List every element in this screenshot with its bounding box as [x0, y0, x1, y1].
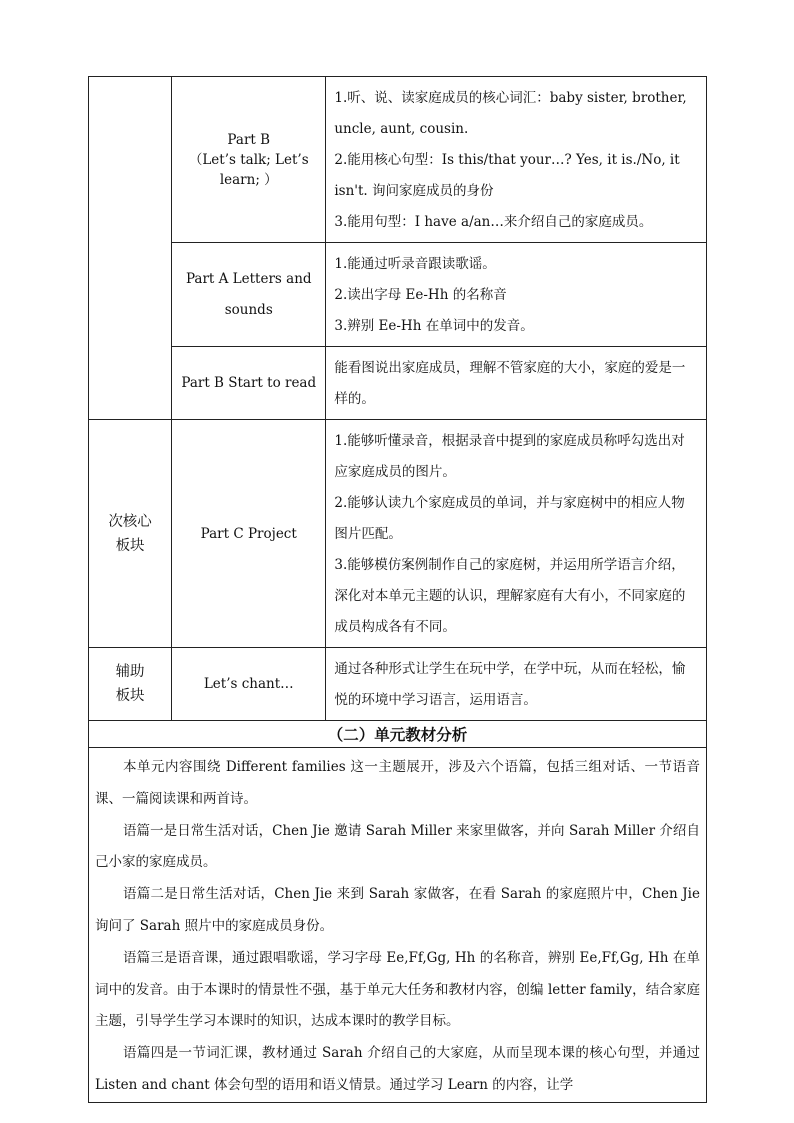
module-label: 次核心	[108, 513, 152, 530]
part-label: Part A Letters and	[185, 270, 312, 287]
objective-text: 3.能够模仿案例制作自己的家庭树，并运用所学语言介绍，深化对本单元主题的认识，理解家庭有大有小，不同家庭的成员构成各有不同。	[334, 557, 686, 635]
table-row	[89, 77, 707, 243]
objective-text: 通过各种形式让学生在玩中学，在学中玩，从而在轻松，愉悦的环境中学习语言，运用语言。	[334, 661, 686, 708]
analysis-cell	[89, 748, 707, 1103]
part-label: learn; ）	[219, 171, 278, 188]
objective-text: 能看图说出家庭成员，理解不管家庭的大小，家庭的爱是一样的。	[334, 360, 686, 407]
module-label: 板块	[115, 537, 145, 554]
objective-text: 3.能用句型：I have a/an…来介绍自己的家庭成员。	[334, 214, 653, 230]
objective-text: 1.听、说、读家庭成员的核心词汇：baby sister, brother, uncle, aunt, cousin.	[334, 90, 687, 137]
objectives-cell	[326, 77, 707, 243]
module-label: 辅助	[115, 664, 145, 680]
objective-text: 2.读出字母 Ee-Hh 的名称音	[334, 287, 507, 303]
analysis-paragraph: 语篇三是语音课，通过跟唱歌谣，学习字母 Ee,Ff,Gg, Hh 的名称音，辨别 Ee,Ff,Gg, Hh 在单词中的发音。由于本课时的情景性不强，基于单元大任务和教材内容，创编 letter family，结合家庭主题，引导学生学习本课时的知识，达成本课时的教学目标。	[95, 949, 700, 1030]
table-row	[89, 748, 707, 1103]
objective-text: 2.能用核心句型：Is this/that your…? Yes, it is./No, it isn't. 询问家庭成员的身份	[334, 152, 680, 199]
part-cell	[172, 420, 326, 648]
objective-text: 3.辨别 Ee-Hh 在单词中的发音。	[334, 318, 534, 334]
objective-text: 1.能通过听录音跟读歌谣。	[334, 256, 496, 272]
table-row	[89, 243, 707, 347]
objectives-cell	[326, 243, 707, 347]
module-cell	[89, 77, 172, 420]
module-label: 板块	[115, 688, 145, 704]
objectives-cell	[326, 420, 707, 648]
objectives-cell	[326, 347, 707, 420]
analysis-paragraph: 语篇四是一节词汇课，教材通过 Sarah 介绍自己的大家庭，从而呈现本课的核心句型，并通过 Listen and chant 体会句型的语用和语义情景。通过学习 Learn 的内容，让学	[95, 1045, 700, 1093]
analysis-paragraph: 语篇二是日常生活对话，Chen Jie 来到 Sarah 家做客，在看 Sarah 的家庭照片中，Chen Jie 询问了 Sarah 照片中的家庭成员身份。	[95, 886, 700, 934]
table-row	[89, 420, 707, 648]
part-cell	[172, 347, 326, 420]
part-label: Part B Start to read	[181, 375, 317, 391]
section-heading: （二）单元教材分析	[89, 721, 707, 748]
analysis-paragraph: 本单元内容围绕 Different families 这一主题展开，涉及六个语篇，包括三组对话、一节语音课、一篇阅读课和两首诗。	[95, 759, 700, 807]
table-row	[89, 347, 707, 420]
document-page	[88, 76, 707, 1103]
objectives-cell	[326, 648, 707, 721]
table-row	[89, 648, 707, 721]
part-label: （Let’s talk; Let’s	[188, 151, 309, 168]
objective-text: 1.能够听懂录音，根据录音中提到的家庭成员称呼勾选出对应家庭成员的图片。	[334, 433, 685, 480]
part-label: sounds	[224, 301, 273, 318]
module-cell	[89, 648, 172, 721]
part-cell	[172, 77, 326, 243]
part-cell	[172, 648, 326, 721]
part-label: Let’s chant…	[203, 676, 294, 692]
module-cell	[89, 420, 172, 648]
table-row	[89, 721, 707, 748]
part-cell	[172, 243, 326, 347]
analysis-paragraph: 语篇一是日常生活对话，Chen Jie 邀请 Sarah Miller 来家里做客，并向 Sarah Miller 介绍自己小家的家庭成员。	[95, 822, 700, 871]
lesson-plan-table	[88, 76, 707, 1103]
objective-text: 2.能够认读九个家庭成员的单词，并与家庭树中的相应人物图片匹配。	[334, 495, 685, 542]
part-label: Part C Project	[200, 525, 297, 542]
part-label: Part B	[227, 131, 271, 148]
